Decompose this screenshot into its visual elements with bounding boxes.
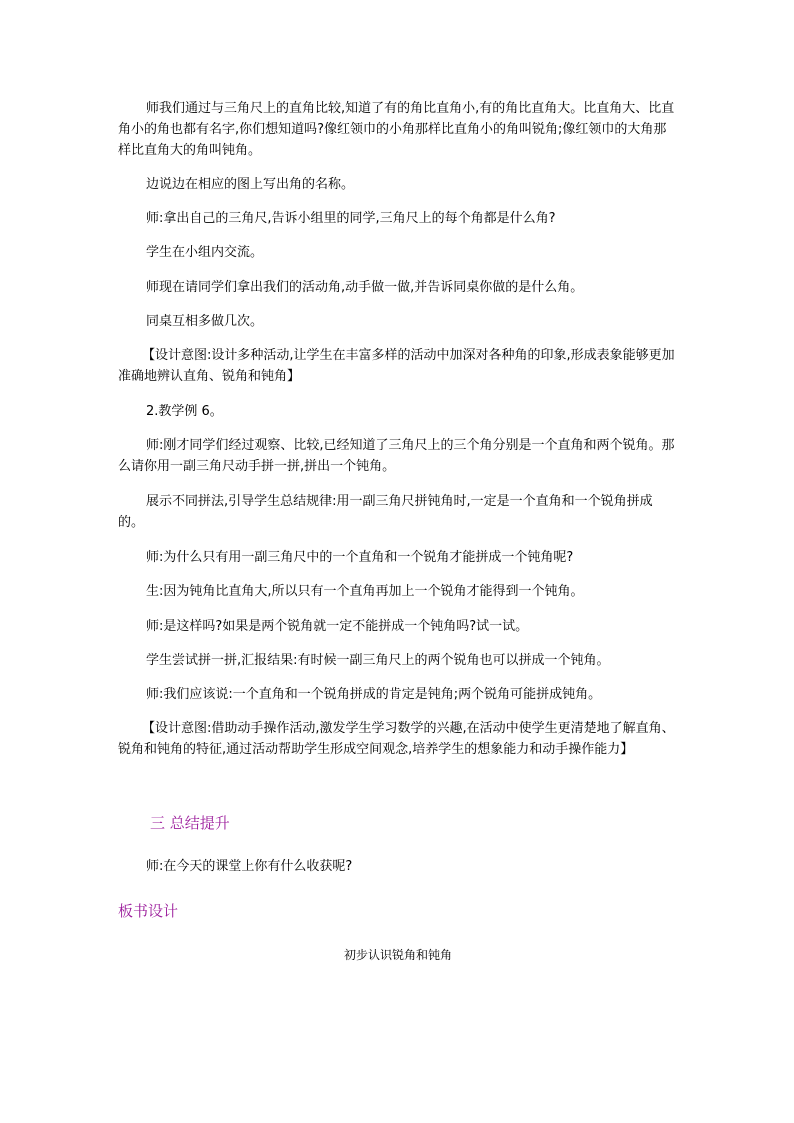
paragraph-12: 师:是这样吗?如果是两个锐角就一定不能拼成一个钝角吗?试一试。 (146, 619, 529, 634)
paragraph-14: 师:我们应该说:一个直角和一个锐角拼成的肯定是钝角;两个锐角可能拼成钝角。 (146, 687, 602, 702)
design-intent-2: 【设计意图:借助动手操作活动,激发学生学习数学的兴趣,在活动中使学生更清楚地了解直角、锐角和钝角的特征,通过活动帮助学生形成空间观念,培养学生的想象能力和动手操作能力】 (118, 721, 675, 757)
paragraph-11: 生:因为钝角比直角大,所以只有一个直角再加上一个锐角才能得到一个钝角。 (146, 584, 584, 599)
paragraph-2: 边说边在相应的图上写出角的名称。 (146, 177, 355, 192)
section-heading: 三 总结提升 (150, 814, 230, 832)
summary-question: 师:在今天的课堂上你有什么收获呢? (146, 859, 353, 874)
design-intent-1: 【设计意图:设计多种活动,让学生在丰富多样的活动中加深对各种角的印象,形成表象能够更加准确地辨认直角、锐角和钝角】 (118, 348, 675, 384)
paragraph-1: 师我们通过与三角尺上的直角比较,知道了有的角比直角小,有的角比直角大。比直角大、比直角小的角也都有名字,你们想知道吗?像红领巾的小角那样比直角小的角叫锐角;像红领巾的大角那样比直角大的角叫钝角。 (118, 101, 675, 158)
paragraph-example-6: 2.教学例 6。 (146, 404, 223, 419)
paragraph-8: 师:刚才同学们经过观察、比较,已经知道了三角尺上的三个角分别是一个直角和两个锐角。那么请你用一副三角尺动手拼一拼,拼出一个钝角。 (118, 438, 675, 474)
paragraph-9: 展示不同拼法,引导学生总结规律:用一副三角尺拼钝角时,一定是一个直角和一个锐角拼成的。 (118, 494, 653, 530)
paragraph-6: 同桌互相多做几次。 (146, 314, 264, 329)
paragraph-4: 学生在小组内交流。 (146, 245, 264, 260)
board-title: 初步认识锐角和钝角 (343, 948, 452, 962)
board-heading: 板书设计 (118, 902, 179, 920)
paragraph-5: 师现在请同学们拿出我们的活动角,动手做一做,并告诉同桌你做的是什么角。 (146, 280, 584, 295)
paragraph-13: 学生尝试拼一拼,汇报结果:有时候一副三角尺上的两个锐角也可以拼成一个钝角。 (146, 653, 610, 668)
paragraph-3: 师:拿出自己的三角尺,告诉小组里的同学,三角尺上的每个角都是什么角? (146, 211, 556, 226)
paragraph-10: 师:为什么只有用一副三角尺中的一个直角和一个锐角才能拼成一个钝角呢? (146, 550, 574, 565)
